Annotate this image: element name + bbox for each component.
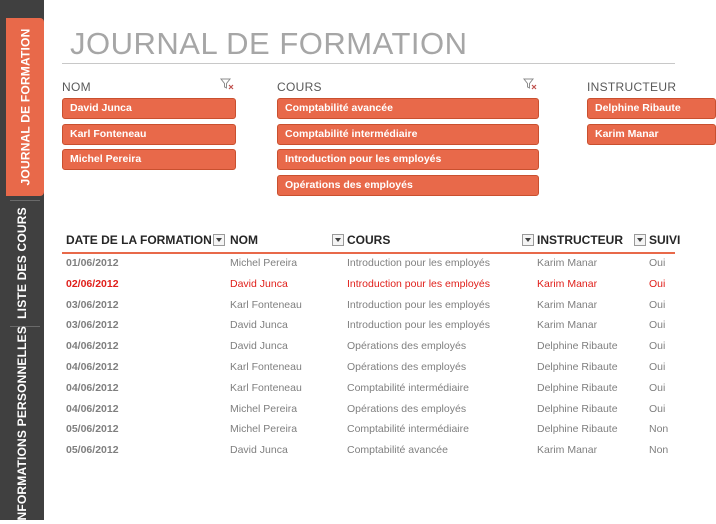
table-row[interactable] [62,296,675,317]
cell-nom: Michel Pereira [230,402,298,415]
table-row[interactable] [62,337,675,358]
cell-instructeur: Delphine Ribaute [537,402,618,415]
cell-instructeur: Delphine Ribaute [537,423,618,436]
slicer-nom [62,78,236,175]
table-row[interactable] [62,400,675,421]
table-row[interactable] [62,379,675,400]
slicer-item[interactable]: Karim Manar [587,124,716,145]
cell-cours: Comptabilité intermédiaire [347,423,469,436]
slicer-item[interactable]: Comptabilité avancée [277,98,539,119]
cell-suivi: Oui [649,298,666,311]
cell-suivi: Oui [649,402,666,415]
cell-instructeur: Delphine Ribaute [537,340,618,353]
cell-date: 05/06/2012 [66,444,119,457]
cell-nom: David Junca [230,444,288,457]
cell-instructeur: Karim Manar [537,277,598,290]
cell-suivi: Non [649,423,669,436]
cell-nom: Karl Fonteneau [230,381,302,394]
tab-liste-des-cours[interactable] [0,204,44,322]
tab-journal-de-formation[interactable] [6,18,44,196]
tab-informations-personnelles[interactable] [0,325,44,524]
column-header-cours: COURS [347,233,391,247]
cell-instructeur: Karim Manar [537,444,598,457]
cell-instructeur: Karim Manar [537,319,598,332]
tab-label: INFORMATIONS PERSONNELLES [15,325,29,524]
training-log-table [62,230,681,462]
cell-date: 03/06/2012 [66,319,119,332]
cell-date: 04/06/2012 [66,402,119,415]
column-header-suivi: SUIVI [649,233,681,247]
slicer-header: NOM [62,80,91,94]
table-row[interactable] [62,441,675,462]
tab-label: JOURNAL DE FORMATION [18,28,33,186]
cell-suivi: Non [649,444,669,457]
cell-cours: Introduction pour les employés [347,257,490,269]
table-row[interactable] [62,316,675,337]
cell-suivi: Oui [649,360,666,373]
cell-nom: Karl Fonteneau [230,298,302,311]
column-header-date: DATE DE LA FORMATION [66,233,212,247]
table-row[interactable] [62,358,675,379]
cell-date: 02/06/2012 [66,277,119,290]
filter-dropdown-icon[interactable] [332,234,344,246]
filter-dropdown-icon[interactable] [634,234,646,246]
cell-cours: Comptabilité intermédiaire [347,381,469,394]
cell-suivi: Oui [649,277,666,290]
slicer-item[interactable]: Michel Pereira [62,149,236,170]
clear-filter-icon[interactable] [220,77,234,91]
cell-cours: Introduction pour les employés [347,298,490,311]
cell-cours: Opérations des employés [347,402,467,415]
slicer-instructeur [587,78,681,149]
slicer-item[interactable]: Introduction pour les employés [277,149,539,170]
column-header-nom: NOM [230,233,258,247]
slicer-header: INSTRUCTEUR [587,80,677,94]
cell-date: 04/06/2012 [66,381,119,394]
slicer-item[interactable]: Opérations des employés [277,175,539,196]
cell-nom: David Junca [230,340,288,353]
tab-divider [10,200,40,201]
cell-suivi: Oui [649,257,666,269]
filter-dropdown-icon[interactable] [213,234,225,246]
table-row[interactable] [62,420,675,441]
cell-suivi: Oui [649,340,666,353]
cell-date: 01/06/2012 [66,257,119,269]
cell-cours: Opérations des employés [347,360,467,373]
slicer-header: COURS [277,80,322,94]
cell-date: 05/06/2012 [66,423,119,436]
table-header [62,230,681,254]
cell-instructeur: Karim Manar [537,257,598,269]
cell-nom: Michel Pereira [230,257,298,269]
slicer-item[interactable]: Delphine Ribaute [587,98,716,119]
cell-nom: Michel Pereira [230,423,298,436]
tab-label: LISTE DES COURS [15,207,29,319]
slicer-item[interactable]: David Junca [62,98,236,119]
cell-instructeur: Delphine Ribaute [537,360,618,373]
slicer-item[interactable]: Comptabilité intermédiaire [277,124,539,145]
slicer-item[interactable]: Karl Fonteneau [62,124,236,145]
cell-nom: David Junca [230,277,288,290]
clear-filter-icon[interactable] [523,77,537,91]
cell-nom: David Junca [230,319,288,332]
filter-dropdown-icon[interactable] [522,234,534,246]
cell-suivi: Oui [649,319,666,332]
table-row[interactable] [62,254,675,275]
cell-cours: Comptabilité avancée [347,444,448,457]
table-body [62,254,675,462]
cell-suivi: Oui [649,381,666,394]
cell-nom: Karl Fonteneau [230,360,302,373]
cell-cours: Introduction pour les employés [347,319,490,332]
cell-instructeur: Delphine Ribaute [537,381,618,394]
slicer-cours [277,78,539,200]
cell-date: 03/06/2012 [66,298,119,311]
page-title: JOURNAL DE FORMATION [70,26,468,61]
cell-cours: Opérations des employés [347,340,467,353]
column-header-instructeur: INSTRUCTEUR [537,233,623,247]
cell-date: 04/06/2012 [66,340,119,353]
cell-cours: Introduction pour les employés [347,277,490,290]
cell-date: 04/06/2012 [66,360,119,373]
table-row[interactable] [62,275,675,296]
cell-instructeur: Karim Manar [537,298,598,311]
sheet-tab-strip [0,0,44,524]
title-underline [62,63,675,64]
